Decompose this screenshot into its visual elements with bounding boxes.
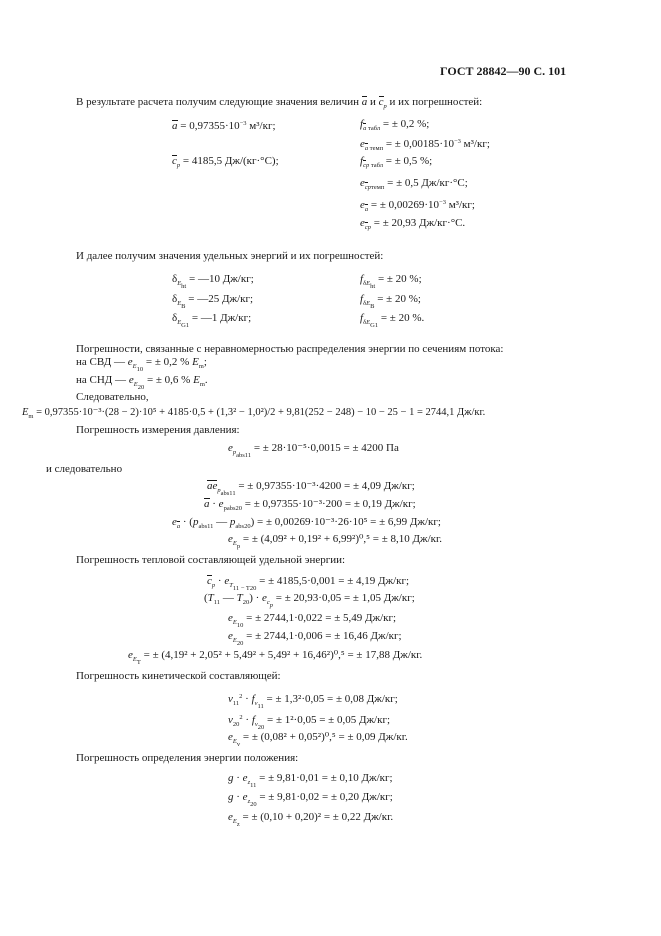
intro-before: В результате расчета получим следующие значения величин: [76, 96, 359, 108]
error-e-cp: $e_{cp}$ = ± 20,93 Дж/кг·°С.: [360, 216, 465, 235]
pressure-l2: $a \cdot e_{pabs20}$ = ± 0,97355·10⁻³·200 = ± 0,19 Дж/кг;: [204, 498, 416, 512]
position-title: Погрешность определения энергии положения:: [76, 752, 299, 764]
energy-equation: $E_m = 0,97355\cdot 10^{-3}\cdot(28 - 2)\cdot 10^5 + 4185\cdot 0,5 + (1,3^2 - 1,0^2)/2 + 9,81(252 - 248) - 10 - 25 - 1 = 2744,1$ Дж/кг.: [22, 407, 486, 420]
position-l2: $g \cdot e_{z20}$ = ± 9,81·0,02 = ± 0,20 Дж/кг;: [228, 791, 393, 808]
delta-e-g1: $\delta_{EG1}$ = —1 Дж/кг;: [172, 312, 252, 329]
position-l3: $e_{Ez}$ = ± (0,10 + 0,20)² = ± 0,22 Дж/кг.: [228, 811, 394, 828]
pressure-l3: $e_a \cdot (p_{abs11}$ — $p_{abs20}$) = ± 0,00269·10⁻³·26·10⁵ = ± 6,99 Дж/кг;: [172, 515, 441, 534]
error-e-a-temp: $e_{a темп}$ = ± $0,00185\cdot 10^{-3}$ м³/кг;: [360, 135, 490, 156]
value-a: $a = 0,97355\cdot 10^{-3}$ м³/кг;: [172, 120, 276, 132]
delta-e-b: $\delta_{EB}$ = —25 Дж/кг;: [172, 293, 254, 310]
value-cp: $c_p = 4185,5$ Дж/(кг·°С);: [172, 155, 279, 169]
nonuniform-title: Погрешности, связанные с неравномерностью распределения энергии по сечениям потока:: [76, 343, 504, 355]
consequently: Следовательно,: [76, 391, 149, 403]
pressure-l1: $ae_{pabs11}$ = ± 0,97355·10⁻³·4200 = ± 4,09 Дж/кг;: [207, 480, 415, 497]
page-header: ГОСТ 28842—90 С. 101: [440, 64, 567, 78]
error-f-a: $f_{a табл}$ = ± 0,2 %;: [360, 117, 429, 136]
thermal-l4: $e_{E20}$ = ± 2744,1·0,006 = ± 16,46 Дж/кг;: [228, 630, 402, 647]
kinetic-l1: $v_{11}^2 \cdot f_{v11}$ = ± 1,3²·0,05 = ± 0,08 Дж/кг;: [228, 693, 398, 710]
position-l1: $g \cdot e_{z11}$ = ± 9,81·0,01 = ± 0,10 Дж/кг;: [228, 772, 393, 789]
delta-e-ht: $\delta_{Eht}$ = —10 Дж/кг;: [172, 273, 254, 290]
and-therefore: и следовательно: [46, 463, 123, 475]
energies-intro: И далее получим значения удельных энергий и их погрешностей:: [76, 250, 384, 262]
kinetic-l2: $v_{20}^2 \cdot f_{v20}$ = ± 1²·0,05 = ± 0,05 Дж/кг;: [228, 714, 391, 731]
error-e-cp-temp: $e_{cpтемп}$ = ± 0,5 Дж/кг·°С;: [360, 176, 468, 195]
intro-and: и: [369, 96, 376, 108]
kinetic-title: Погрешность кинетической составляющей:: [76, 670, 281, 682]
pressure-l4: $e_{Ep}$ = ± (4,09² + 0,19² + 6,99²)⁰,⁵ = ± 8,10 Дж/кг.: [228, 533, 443, 550]
intro-line: В результате расчета получим следующие значения величин a и $c_p$ и их погрешностей:: [76, 96, 483, 110]
nonuniform-svd: на СВД — $e_{E10}$ = ± 0,2 % $E_m$;: [76, 356, 207, 373]
f-e-g1: $f_{\delta EG1}$ = ± 20 %.: [360, 312, 425, 329]
thermal-l5: $e_{ET}$ = ± (4,19² + 2,05² + 5,49² + 5,49² + 16,46²)⁰,⁵ = ± 17,88 Дж/кг.: [128, 649, 423, 666]
error-e-a: $e_a$ = ± $0,00269\cdot 10^{-3}$ м³/кг;: [360, 196, 475, 217]
pressure-title: Погрешность измерения давления:: [76, 424, 240, 436]
thermal-l2: ($T_{11}$ — $T_{20}) \cdot e_{cp}$ = ± 20,93·0,05 = ± 1,05 Дж/кг;: [204, 592, 415, 609]
thermal-l1: $c_p \cdot e_{T11 - T20}$ = ± 4185,5·0,001 = ± 4,19 Дж/кг;: [207, 575, 410, 592]
f-e-b: $f_{\delta EB}$ = ± 20 %;: [360, 293, 421, 310]
intro-after: и их погрешностей:: [389, 96, 483, 108]
thermal-l3: $e_{E10}$ = ± 2744,1·0,022 = ± 5,49 Дж/кг;: [228, 612, 397, 629]
error-f-cp: $f_{cp табл}$ = ± 0,5 %;: [360, 154, 432, 173]
nonuniform-snd: на СНД — $e_{E20}$ = ± 0,6 % $E_m$.: [76, 374, 208, 391]
f-e-ht: $f_{\delta Eht}$ = ± 20 %;: [360, 273, 422, 290]
pressure-eq: $e_{pabs11}$ = ± 28·10⁻⁵·0,0015 = ± 4200 Па: [228, 442, 399, 459]
kinetic-l3: $e_{Ev}$ = ± (0,08² + 0,05²)⁰,⁵ = ± 0,09 Дж/кг.: [228, 731, 408, 748]
thermal-title: Погрешность тепловой составляющей удельной энергии:: [76, 554, 346, 566]
